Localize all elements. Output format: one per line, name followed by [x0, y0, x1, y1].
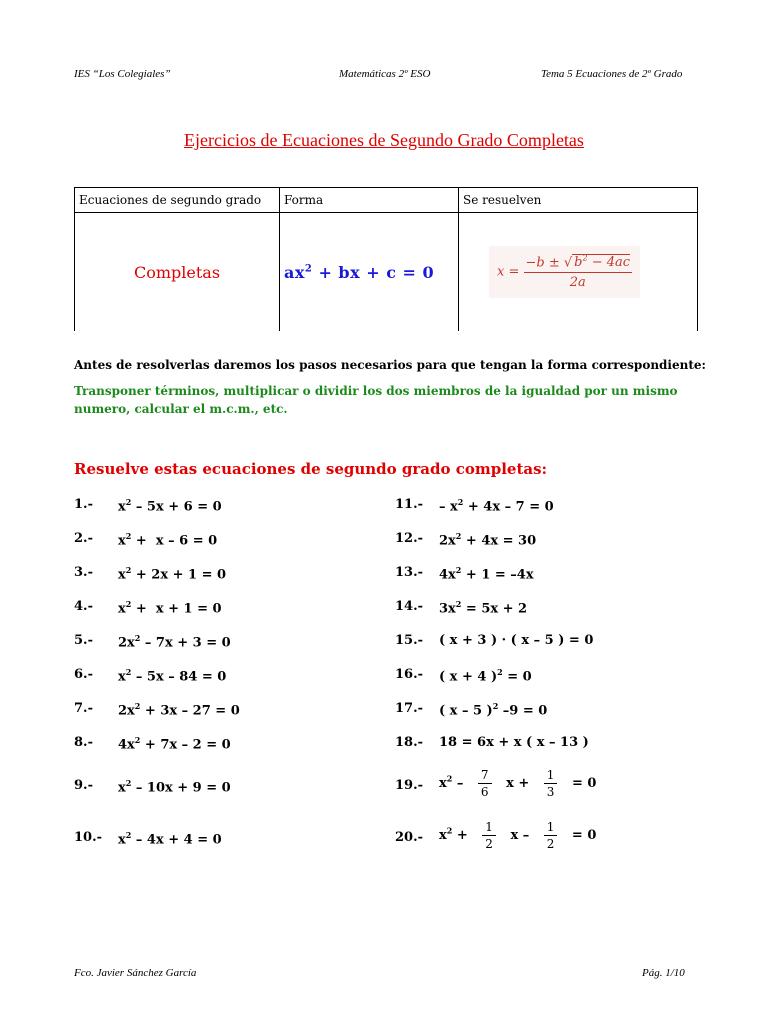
section-heading: Resuelve estas ecuaciones de segundo grado completas: [74, 460, 548, 478]
fraction: $\frac{1}{2}$ [482, 820, 496, 851]
header-topic: Tema 5 Ecuaciones de 2º Grado [541, 68, 683, 80]
col-header-form: Forma [280, 188, 459, 213]
fraction: $\frac{1}{2}$ [544, 820, 558, 851]
header-school: IES “Los Colegiales” [74, 68, 171, 80]
table-row [75, 213, 698, 332]
general-form: $ax^2$ + bx + c = 0 [280, 213, 459, 332]
fraction: $\frac{1}{3}$ [544, 768, 558, 799]
quadratic-formula-cell [459, 213, 698, 332]
type-label: Completas [75, 213, 280, 332]
steps-note: Transponer términos, multiplicar o dividir los dos miembros de la igualdad por un mismo numero, calcular el m.c.m., etc. [74, 384, 678, 416]
page-title: Ejercicios de Ecuaciones de Segundo Grado Completas [184, 130, 584, 150]
table-header-row [75, 188, 698, 213]
footer-author: Fco. Javier Sánchez García [74, 967, 197, 979]
summary-table [74, 187, 698, 331]
intro-text: Antes de resolverlas daremos los pasos necesarios para que tengan la forma correspondiente: [74, 358, 706, 372]
col-header-type: Ecuaciones de segundo grado [75, 188, 280, 213]
fraction: $\frac{7}{6}$ [478, 768, 492, 799]
quadratic-formula: x = $\frac{-b \pm √ b^2 - 4ac}{2a}$ [489, 246, 640, 298]
col-header-solved: Se resuelven [459, 188, 698, 213]
header-subject: Matemáticas 2º ESO [339, 68, 431, 80]
sqrt-sign-icon: √ [563, 255, 573, 271]
footer-page: Pág. 1/10 [642, 967, 685, 979]
